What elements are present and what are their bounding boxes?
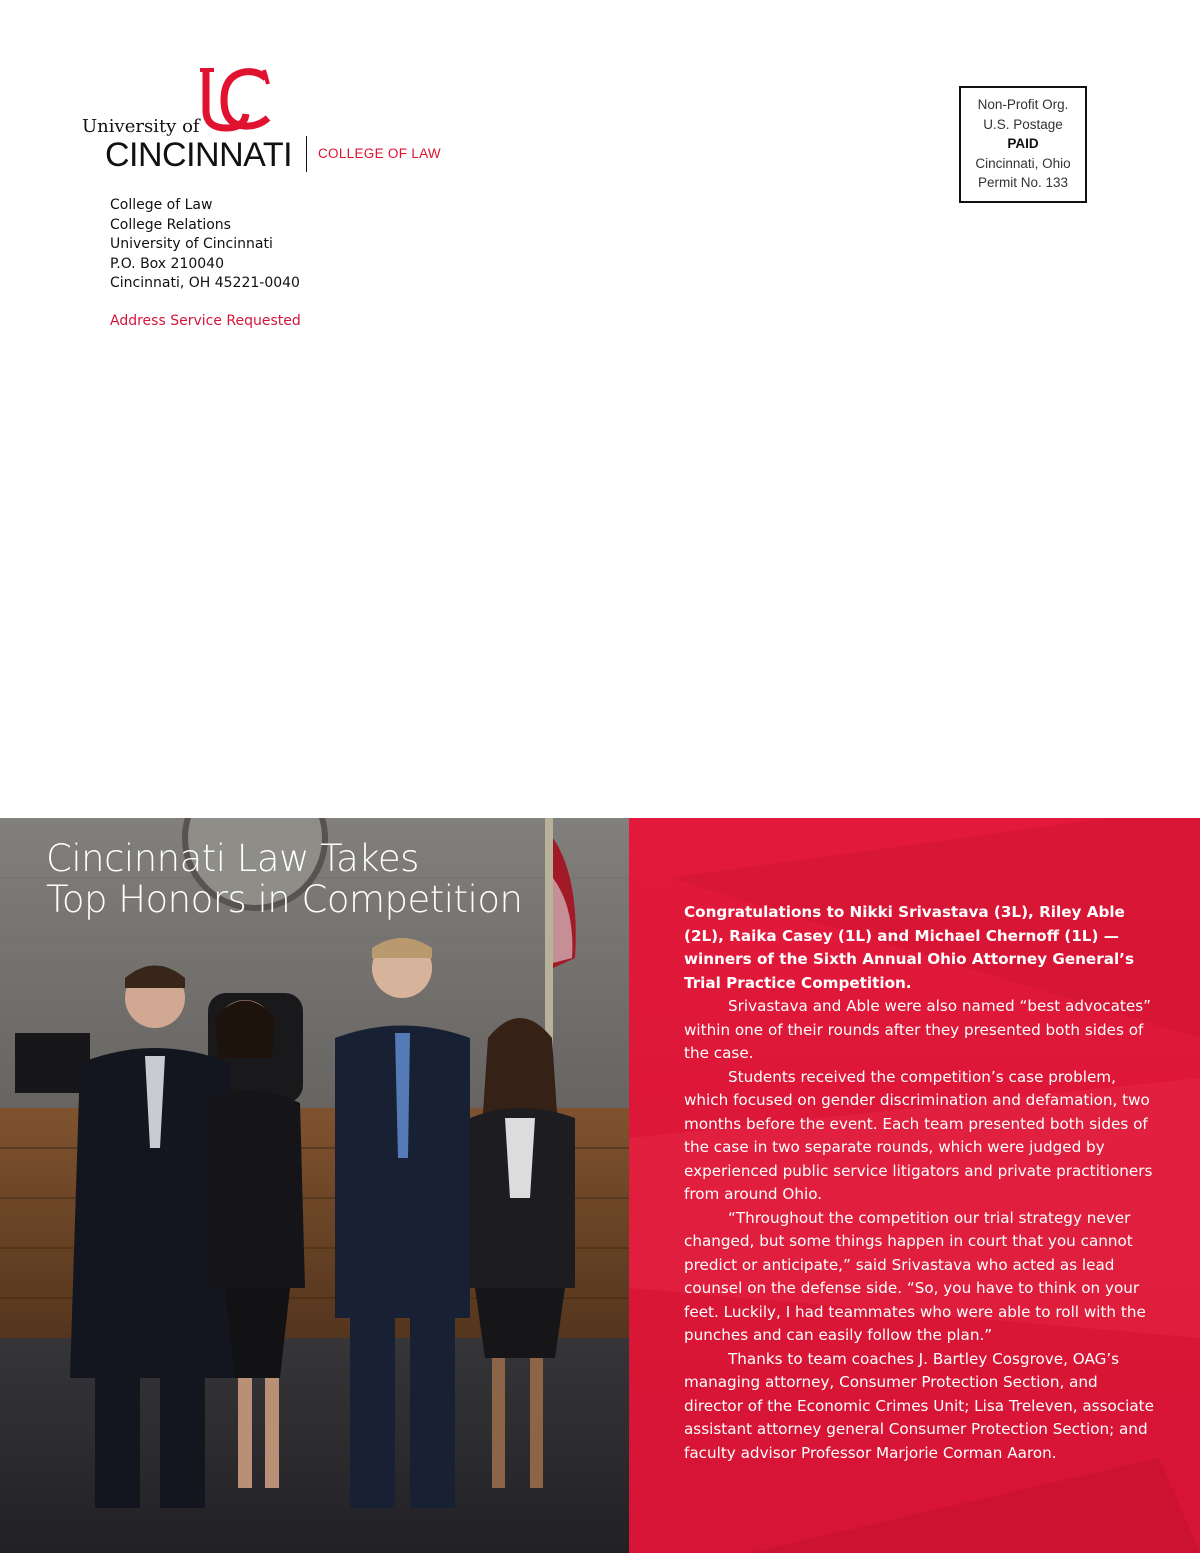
logo-divider bbox=[306, 136, 307, 172]
return-address bbox=[110, 196, 300, 294]
return-address-line: College Relations bbox=[110, 216, 231, 233]
article-body bbox=[684, 901, 1154, 1465]
university-logo bbox=[80, 66, 460, 176]
college-of-law-text: COLLEGE OF LAW bbox=[318, 146, 441, 161]
team-photo bbox=[0, 818, 629, 1553]
article-headline bbox=[46, 838, 522, 920]
article-paragraph: “Throughout the competition our trial strategy never changed, but some things happen in court that you cannot predict or anticipate,” said Srivastava who acted as lead counsel on the defense side. “So, you have to think on your feet. Luckily, I had teammates who were able to roll with the punches and can easily follow the plan.” bbox=[684, 1208, 1146, 1344]
headline-line: Cincinnati Law Takes bbox=[46, 837, 419, 880]
return-address-line: College of Law bbox=[110, 197, 213, 213]
university-of-text: University of bbox=[82, 116, 200, 137]
indicia-line: Permit No. 133 bbox=[977, 175, 1069, 190]
uc-monogram-icon bbox=[198, 66, 273, 132]
headline-line: Top Honors in Competition bbox=[46, 878, 523, 921]
address-service-requested: Address Service Requested bbox=[110, 313, 301, 329]
cincinnati-wordmark: CINCINNATI bbox=[105, 136, 293, 174]
article-paragraph: Students received the competition’s case problem, which focused on gender discrimination and defamation, two months before the event. Each team presented both sides of the case in two separate rounds, which were judged by experienced public service litigators and private practitioners from around Ohio. bbox=[684, 1067, 1153, 1203]
courtroom-photo-illustration bbox=[0, 818, 629, 1553]
indicia-line: Cincinnati, Ohio bbox=[975, 155, 1071, 171]
return-address-line: P.O. Box 210040 bbox=[110, 255, 224, 272]
article-paragraph: Srivastava and Able were also named “best advocates” within one of their rounds after they presented both sides of the case. bbox=[684, 997, 1151, 1062]
indicia-line: U.S. Postage bbox=[983, 116, 1063, 132]
return-address-line: University of Cincinnati bbox=[110, 236, 273, 253]
indicia-paid: PAID bbox=[1007, 136, 1039, 151]
article-lead: Congratulations to Nikki Srivastava (3L), Riley Able (2L), Raika Casey (1L) and Michael Chernoff (1L) — winners of the Sixth Annual Ohio Attorney General’s Trial Practice Competition. bbox=[684, 903, 1134, 992]
return-address-line: Cincinnati, OH 45221-0040 bbox=[110, 275, 300, 292]
article-paragraph: Thanks to team coaches J. Bartley Cosgrove, OAG’s managing attorney, Consumer Protection Section, and director of the Economic Crimes Unit; Lisa Treleven, associate assistant attorney general Consumer Protection Section; and faculty advisor Professor Marjorie Corman Aaron. bbox=[684, 1349, 1154, 1462]
indicia-line: Non-Profit Org. bbox=[977, 97, 1069, 112]
postage-indicia bbox=[959, 86, 1087, 203]
